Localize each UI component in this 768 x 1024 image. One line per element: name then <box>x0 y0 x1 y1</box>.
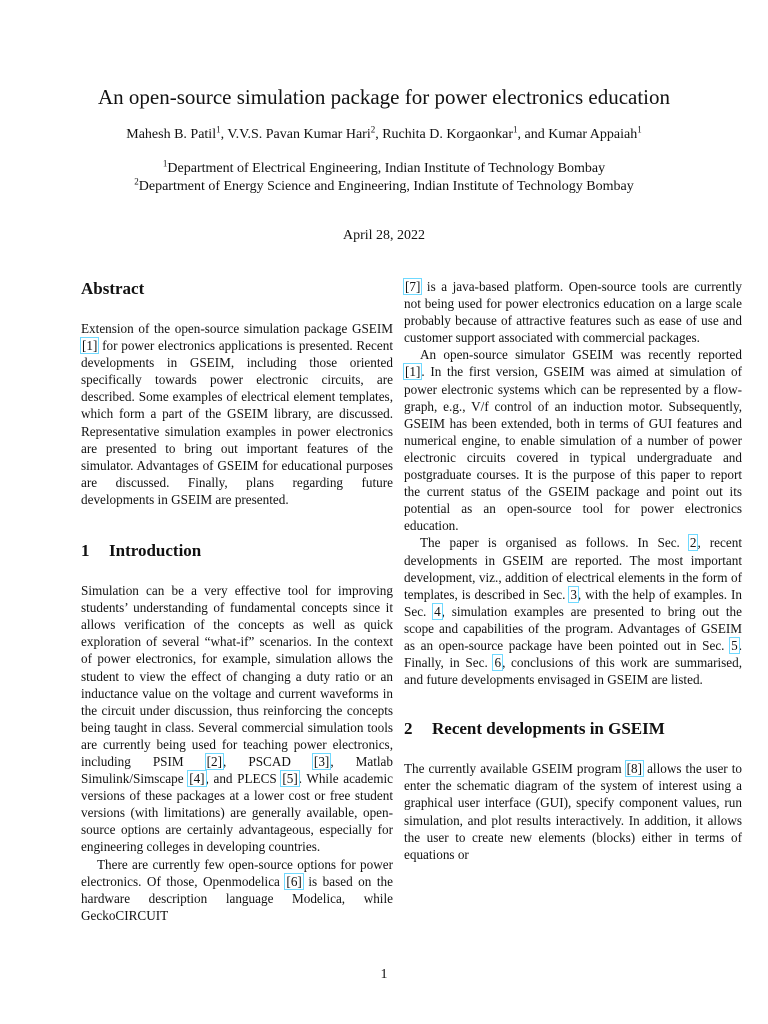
citation-link[interactable]: [7] <box>405 279 421 294</box>
citation-link[interactable]: [8] <box>626 761 643 777</box>
author: V.V.S. Pavan Kumar Hari <box>227 127 371 142</box>
citation-link[interactable]: [3] <box>313 753 330 769</box>
author: Mahesh B. Patil <box>126 127 217 142</box>
author-list: Mahesh B. Patil$^1$, V.V.S. Pavan Kumar Hari$^2$, Ruchita D. Korgaonkar$^1$, and Kumar Appaiah$^1$ <box>126 124 642 142</box>
affiliation-list <box>0 160 768 196</box>
affiliation-mark: 1 <box>512 124 518 135</box>
citation-link[interactable]: [1] <box>405 364 421 380</box>
affiliation-mark: 1 <box>637 124 642 135</box>
affiliation: $^2$Department of Energy Science and Engineering, Indian Institute of Technology Bombay <box>134 176 634 194</box>
paragraph: The paper is organised as follows. In Sec. 2, recent developments in GSEIM are reported. The most important development, viz., addition of electrical elements in the form of templates, is described in Sec. 3, with the help of examples. In Sec. 4, simulation examples are presented to bring out the scope and capabilities of the program. Advantages of GSEIM as an open-source package have been pointed out in Sec. 5. Finally, in Sec. 6, conclusions of this work are summarised, and future developments envisaged in GSEIM are listed. <box>404 535 742 688</box>
left-column <box>81 278 393 924</box>
citation-link[interactable]: [2] <box>206 753 223 769</box>
section-link[interactable]: 3 <box>570 586 577 602</box>
abstract-heading: Abstract <box>81 279 145 298</box>
affiliation: $^1$Department of Electrical Engineering, Indian Institute of Technology Bombay <box>162 158 606 176</box>
publication-date: April 28, 2022 <box>342 228 426 243</box>
page-number: 1 <box>380 967 388 982</box>
paragraph: The currently available GSEIM program [8] allows the user to enter the schematic diagram of the system of interest using a graphical user interface (GUI), specify component values, run simulation, and plot results interactively. In addition, it allows the user to create new elements (blocks) either in terms of equations or <box>404 761 742 862</box>
paragraph-continued: [7] is a java-based platform. Open-source tools are currently not being used for power electronics education on a large scale probably because of attractive features such as ease of use and customer support associated with commercial packages. <box>404 279 742 346</box>
citation-link[interactable]: [6] <box>286 873 302 889</box>
citation-link[interactable]: [4] <box>189 771 205 787</box>
affiliation-mark: 2 <box>370 124 376 135</box>
section-link[interactable]: 4 <box>434 603 441 619</box>
abstract-text: Extension of the open-source simulation package GSEIM [1] for power electronics applications is presented. Recent developments in GSEIM, including those oriented specifically towards power electronic circuits, are described. Some examples of electrical element templates, which form a part of the GSEIM library, are discussed. Representative simulation examples in power electronics are presented to bring out important features of the simulator. Advantages of GSEIM for educational purposes are discussed. Finally, plans regarding future developments in GSEIM are presented. <box>81 321 393 507</box>
paragraph: Simulation can be a very effective tool for improving students’ understanding of fundamental concepts since it allows verification of the concepts as well as quick exploration of several “what-if” scenarios. In the context of power electronics, for example, simulation allows the student to view the effect of changing a duty ratio or an inductance value on the voltage and current waveforms in the circuit under discussion, thus reinforcing the concepts being taught in class. Several commercial simulation tools are currently being used for teaching power electronics, including PSIM [2], PSCAD [3], Matlab Simulink/Simscape [4], and PLECS [5]. While academic versions of these packages at a lower cost or free student versions (with limitations) are generally available, open-source options are certainly advantageous, especially for engineering colleges in developing countries. <box>81 583 393 855</box>
paragraph: There are currently few open-source options for power electronics. Of those, Openmodelica [6] is based on the hardware description language Modelica, while GeckoCIRCUIT <box>81 856 393 923</box>
section-link[interactable]: 6 <box>494 655 502 671</box>
paper-title: An open-source simulation package for power electronics education <box>97 85 671 109</box>
right-column <box>404 278 742 863</box>
citation-link[interactable]: [1] <box>82 338 98 354</box>
section-link[interactable]: 2 <box>689 535 697 551</box>
paragraph: An open-source simulator GSEIM was recently reported [1]. In the first version, GSEIM was aimed at simulation of power electronic systems which can be represented by a flow-graph, e.g., V/f control of an induction motor. Subsequently, GSEIM has been extended, both in terms of GUI features and numerical engine, to enable simulation of a number of power electronic circuits covered in typical undergraduate and postgraduate courses. It is the purpose of this paper to report the current status of the GSEIM package and point out its potential as an open-source tool for power electronics education. <box>404 347 742 534</box>
section-heading-introduction: 1 Introduction <box>81 541 202 561</box>
section-heading-recent-developments: 2 Recent developments in GSEIM <box>404 719 665 739</box>
section-link[interactable]: 5 <box>731 637 738 653</box>
author: Ruchita D. Korgaonkar <box>382 127 513 142</box>
author: Kumar Appaiah <box>548 127 638 142</box>
affiliation-mark: 1 <box>216 124 221 135</box>
citation-link[interactable]: [5] <box>282 771 298 787</box>
